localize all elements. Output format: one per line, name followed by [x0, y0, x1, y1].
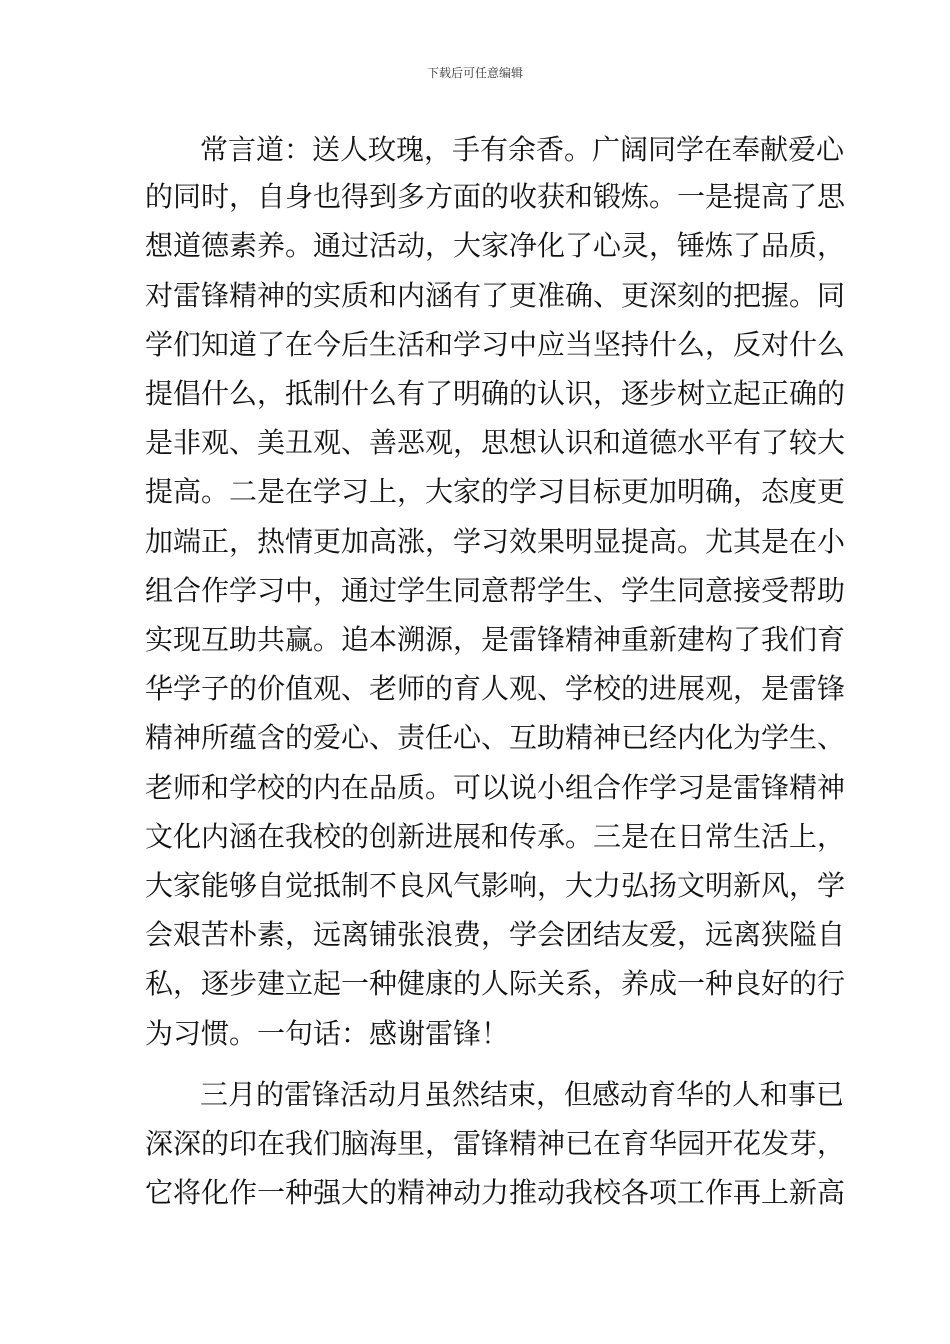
- paragraph-line: 文化内涵在我校的创新进展和传承。三是在日常生活上，: [145, 820, 846, 853]
- paragraph-line: 实现互助共赢。追本溯源，是雷锋精神重新建构了我们育: [145, 623, 846, 656]
- paragraph-line: 大家能够自觉抵制不良风气影响，大力弘扬文明新风，学: [145, 869, 846, 902]
- paragraph-line: 它将化作一种强大的精神动力推动我校各项工作再上新高: [145, 1176, 846, 1209]
- paragraph-line: 精神所蕴含的爱心、责任心、互助精神已经内化为学生、: [145, 721, 846, 754]
- page-header-note: 下载后可任意编辑: [426, 66, 523, 80]
- paragraph-line: 常言道：送人玫瑰，手有余香。广阔同学在奉献爱心: [200, 133, 845, 166]
- paragraph-line: 组合作学习中，通过学生同意帮学生、学生同意接受帮助: [145, 574, 846, 607]
- paragraph-line: 加端正，热情更加高涨，学习效果明显提高。尤其是在小: [145, 525, 846, 558]
- paragraph-line: 三月的雷锋活动月虽然结束，但感动育华的人和事已: [200, 1078, 845, 1111]
- paragraph-line: 深深的印在我们脑海里，雷锋精神已在育华园开花发芽，: [145, 1127, 846, 1160]
- paragraph-line: 私，逐步建立起一种健康的人际关系，养成一种良好的行: [145, 967, 846, 1000]
- paragraph-line: 想道德素养。通过活动，大家净化了心灵，锤炼了品质，: [145, 229, 846, 262]
- paragraph-line: 会艰苦朴素，远离铺张浪费，学会团结友爱，远离狭隘自: [145, 918, 846, 951]
- paragraph-line: 老师和学校的内在品质。可以说小组合作学习是雷锋精神: [145, 771, 846, 804]
- paragraph-line: 学们知道了在今后生活和学习中应当坚持什么，反对什么: [145, 328, 846, 361]
- paragraph-line: 为习惯。一句话：感谢雷锋！: [145, 1017, 510, 1050]
- paragraph-line: 提高。二是在学习上，大家的学习目标更加明确，态度更: [145, 475, 846, 508]
- paragraph-line: 的同时，自身也得到多方面的收获和锻炼。一是提高了思: [145, 180, 846, 213]
- paragraph-line: 对雷锋精神的实质和内涵有了更准确、更深刻的把握。同: [145, 279, 846, 312]
- paragraph-line: 华学子的价值观、老师的育人观、学校的进展观，是雷锋: [145, 672, 846, 705]
- paragraph-line: 提倡什么，抵制什么有了明确的认识，逐步树立起正确的: [145, 377, 846, 410]
- paragraph-line: 是非观、美丑观、善恶观，思想认识和道德水平有了较大: [145, 426, 846, 459]
